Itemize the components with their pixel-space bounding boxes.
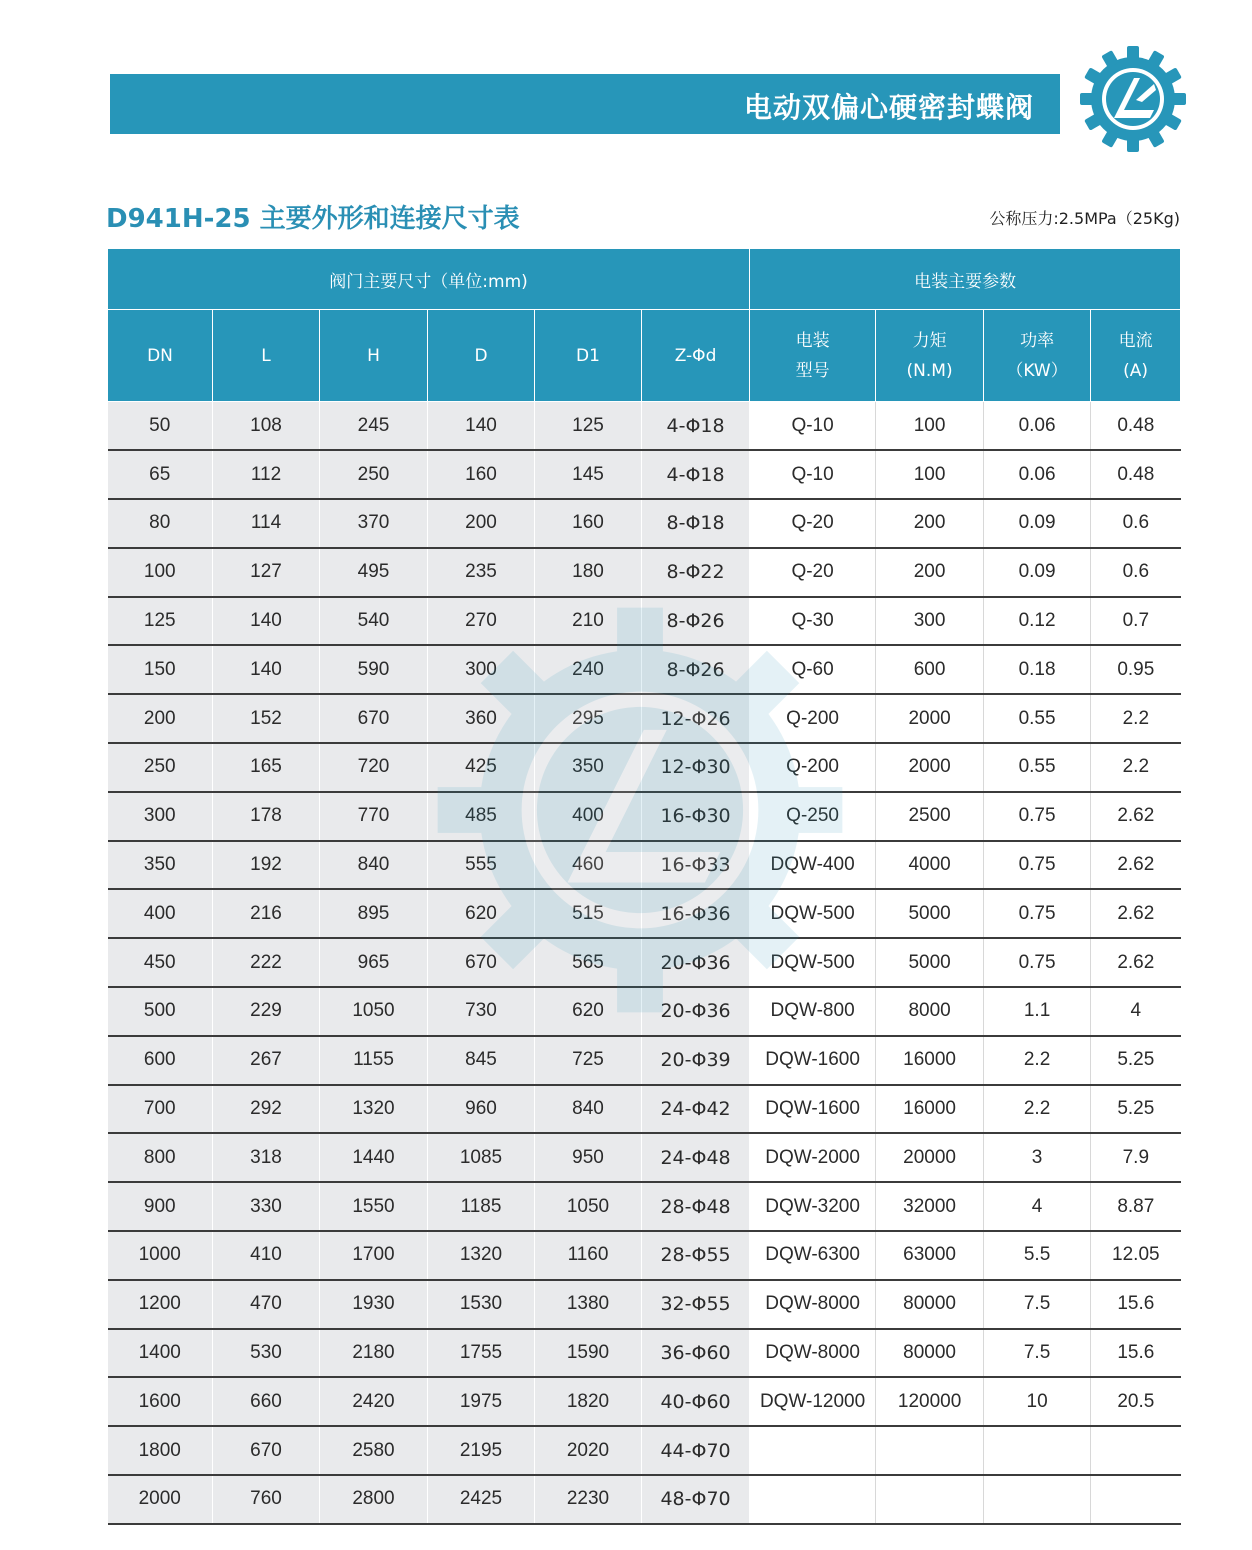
- cell-current: 12.05: [1091, 1231, 1181, 1280]
- cell-l: 192: [213, 841, 320, 890]
- col-current-line1: 电流: [1118, 330, 1153, 351]
- cell-model: Q-200: [750, 694, 876, 743]
- cell-torque: 300: [876, 597, 984, 646]
- cell-dn: 1000: [108, 1231, 213, 1280]
- cell-dn: 350: [108, 841, 213, 890]
- cell-d: 1530: [428, 1280, 535, 1329]
- cell-h: 2580: [320, 1426, 428, 1475]
- table-row: [108, 645, 1181, 694]
- col-power-line1: 功率: [1020, 330, 1055, 351]
- cell-l: 292: [213, 1085, 320, 1134]
- col-torque-line2: (N.M): [906, 360, 953, 381]
- cell-power: 0.06: [984, 450, 1091, 499]
- cell-current: 0.48: [1091, 450, 1181, 499]
- cell-model: Q-10: [750, 402, 876, 451]
- cell-d: 485: [428, 792, 535, 841]
- cell-dn: 1800: [108, 1426, 213, 1475]
- cell-model: Q-10: [750, 450, 876, 499]
- cell-torque: 5000: [876, 938, 984, 987]
- cell-dn: 700: [108, 1085, 213, 1134]
- pressure-note: 公称压力:2.5MPa（25Kg): [989, 209, 1180, 228]
- cell-d: 270: [428, 597, 535, 646]
- cell-h: 1155: [320, 1036, 428, 1085]
- table-row: [108, 1085, 1181, 1134]
- cell-dn: 400: [108, 889, 213, 938]
- cell-d: 960: [428, 1085, 535, 1134]
- cell-dn: 2000: [108, 1475, 213, 1524]
- cell-power: 7.5: [984, 1329, 1091, 1378]
- cell-d1: 620: [535, 987, 642, 1036]
- cell-torque: 32000: [876, 1182, 984, 1231]
- table-row: [108, 889, 1181, 938]
- cell-d1: 1050: [535, 1182, 642, 1231]
- cell-h: 840: [320, 841, 428, 890]
- cell-dn: 600: [108, 1036, 213, 1085]
- cell-power: 2.2: [984, 1036, 1091, 1085]
- cell-torque: 2500: [876, 792, 984, 841]
- cell-torque: 63000: [876, 1231, 984, 1280]
- table-row: [108, 694, 1181, 743]
- cell-h: 1440: [320, 1133, 428, 1182]
- cell-current: 15.6: [1091, 1280, 1181, 1329]
- table-row: [108, 1231, 1181, 1280]
- cell-h: 370: [320, 499, 428, 548]
- cell-h: 1550: [320, 1182, 428, 1231]
- cell-d1: 350: [535, 743, 642, 792]
- cell-power: 1.1: [984, 987, 1091, 1036]
- cell-power: 5.5: [984, 1231, 1091, 1280]
- cell-torque: [876, 1426, 984, 1475]
- cell-model: Q-20: [750, 548, 876, 597]
- cell-l: 530: [213, 1329, 320, 1378]
- cell-z-phi-d: 28-Φ48: [642, 1182, 750, 1231]
- cell-model: [750, 1426, 876, 1475]
- cell-torque: 16000: [876, 1036, 984, 1085]
- cell-current: 2.62: [1091, 889, 1181, 938]
- cell-d1: 565: [535, 938, 642, 987]
- col-h: H: [320, 310, 428, 402]
- cell-current: 8.87: [1091, 1182, 1181, 1231]
- cell-power: 0.55: [984, 743, 1091, 792]
- cell-model: DQW-8000: [750, 1280, 876, 1329]
- cell-model: Q-60: [750, 645, 876, 694]
- cell-d: 360: [428, 694, 535, 743]
- table-row: [108, 1377, 1181, 1426]
- cell-current: 4: [1091, 987, 1181, 1036]
- cell-l: 410: [213, 1231, 320, 1280]
- page-title: 电动双偏心硬密封蝶阀: [743, 91, 1034, 124]
- cell-power: [984, 1426, 1091, 1475]
- cell-model: DQW-1600: [750, 1085, 876, 1134]
- cell-z-phi-d: 16-Φ36: [642, 889, 750, 938]
- cell-power: 0.75: [984, 841, 1091, 890]
- cell-power: 0.18: [984, 645, 1091, 694]
- cell-power: 0.55: [984, 694, 1091, 743]
- table-row: [108, 1133, 1181, 1182]
- table-row: [108, 938, 1181, 987]
- cell-model: DQW-500: [750, 938, 876, 987]
- cell-d1: 2230: [535, 1475, 642, 1524]
- group-header-valve: 阀门主要尺寸（单位:mm): [108, 249, 750, 310]
- cell-d1: 515: [535, 889, 642, 938]
- cell-z-phi-d: 48-Φ70: [642, 1475, 750, 1524]
- cell-d1: 145: [535, 450, 642, 499]
- cell-l: 140: [213, 645, 320, 694]
- cell-dn: 200: [108, 694, 213, 743]
- cell-power: [984, 1475, 1091, 1524]
- cell-d: 1185: [428, 1182, 535, 1231]
- cell-torque: 100: [876, 402, 984, 451]
- cell-model: Q-30: [750, 597, 876, 646]
- cell-h: 965: [320, 938, 428, 987]
- cell-model: DQW-500: [750, 889, 876, 938]
- cell-torque: 4000: [876, 841, 984, 890]
- table-row: [108, 1426, 1181, 1475]
- cell-d1: 1160: [535, 1231, 642, 1280]
- cell-l: 670: [213, 1426, 320, 1475]
- cell-l: 267: [213, 1036, 320, 1085]
- table-row: [108, 499, 1181, 548]
- cell-current: 5.25: [1091, 1085, 1181, 1134]
- cell-z-phi-d: 28-Φ55: [642, 1231, 750, 1280]
- cell-power: 0.75: [984, 889, 1091, 938]
- table-row: [108, 450, 1181, 499]
- table-row: [108, 1475, 1181, 1524]
- col-power: [984, 310, 1091, 402]
- cell-l: 330: [213, 1182, 320, 1231]
- col-z-phi-d: Z-Φd: [642, 310, 750, 402]
- cell-dn: 500: [108, 987, 213, 1036]
- cell-d1: 400: [535, 792, 642, 841]
- cell-model: DQW-12000: [750, 1377, 876, 1426]
- cell-model: [750, 1475, 876, 1524]
- cell-h: 250: [320, 450, 428, 499]
- table-row: [108, 743, 1181, 792]
- cell-d1: 1590: [535, 1329, 642, 1378]
- cell-torque: 16000: [876, 1085, 984, 1134]
- cell-torque: 200: [876, 499, 984, 548]
- cell-power: 7.5: [984, 1280, 1091, 1329]
- cell-torque: [876, 1475, 984, 1524]
- cell-l: 140: [213, 597, 320, 646]
- col-model-line2: 型号: [795, 360, 830, 381]
- table-row: [108, 987, 1181, 1036]
- cell-d: 845: [428, 1036, 535, 1085]
- cell-z-phi-d: 8-Φ26: [642, 597, 750, 646]
- cell-z-phi-d: 12-Φ26: [642, 694, 750, 743]
- col-model: [750, 310, 876, 402]
- table-row: [108, 1280, 1181, 1329]
- cell-power: 0.75: [984, 792, 1091, 841]
- table-row: [108, 1036, 1181, 1085]
- cell-d1: 725: [535, 1036, 642, 1085]
- cell-d: 670: [428, 938, 535, 987]
- cell-current: 2.62: [1091, 841, 1181, 890]
- cell-dn: 65: [108, 450, 213, 499]
- cell-power: 0.09: [984, 548, 1091, 597]
- cell-current: 15.6: [1091, 1329, 1181, 1378]
- cell-l: 318: [213, 1133, 320, 1182]
- cell-z-phi-d: 16-Φ33: [642, 841, 750, 890]
- cell-h: 1700: [320, 1231, 428, 1280]
- cell-z-phi-d: 4-Φ18: [642, 450, 750, 499]
- col-l: L: [213, 310, 320, 402]
- cell-dn: 100: [108, 548, 213, 597]
- cell-l: 127: [213, 548, 320, 597]
- cell-model: Q-200: [750, 743, 876, 792]
- cell-z-phi-d: 12-Φ30: [642, 743, 750, 792]
- col-d1: D1: [535, 310, 642, 402]
- cell-l: 470: [213, 1280, 320, 1329]
- cell-h: 670: [320, 694, 428, 743]
- cell-dn: 50: [108, 402, 213, 451]
- cell-dn: 250: [108, 743, 213, 792]
- cell-d: 1975: [428, 1377, 535, 1426]
- cell-torque: 2000: [876, 743, 984, 792]
- cell-h: 895: [320, 889, 428, 938]
- cell-torque: 2000: [876, 694, 984, 743]
- cell-model: DQW-800: [750, 987, 876, 1036]
- table-row: [108, 792, 1181, 841]
- cell-h: 1320: [320, 1085, 428, 1134]
- cell-power: 0.09: [984, 499, 1091, 548]
- cell-l: 222: [213, 938, 320, 987]
- cell-l: 108: [213, 402, 320, 451]
- cell-current: 2.62: [1091, 938, 1181, 987]
- cell-torque: 20000: [876, 1133, 984, 1182]
- cell-d: 160: [428, 450, 535, 499]
- cell-dn: 1400: [108, 1329, 213, 1378]
- cell-d: 1085: [428, 1133, 535, 1182]
- company-logo: [1078, 44, 1188, 154]
- cell-dn: 1200: [108, 1280, 213, 1329]
- cell-model: DQW-2000: [750, 1133, 876, 1182]
- table-row: [108, 1182, 1181, 1231]
- cell-power: 0.75: [984, 938, 1091, 987]
- col-dn: DN: [108, 310, 213, 402]
- cell-dn: 150: [108, 645, 213, 694]
- cell-h: 770: [320, 792, 428, 841]
- cell-l: 229: [213, 987, 320, 1036]
- cell-torque: 120000: [876, 1377, 984, 1426]
- cell-torque: 8000: [876, 987, 984, 1036]
- cell-l: 178: [213, 792, 320, 841]
- cell-h: 2420: [320, 1377, 428, 1426]
- table-title: D941H-25 主要外形和连接尺寸表: [106, 204, 520, 234]
- cell-l: 660: [213, 1377, 320, 1426]
- cell-z-phi-d: 24-Φ48: [642, 1133, 750, 1182]
- cell-z-phi-d: 8-Φ18: [642, 499, 750, 548]
- cell-model: DQW-400: [750, 841, 876, 890]
- cell-d: 1755: [428, 1329, 535, 1378]
- col-torque: [876, 310, 984, 402]
- table-row: [108, 1329, 1181, 1378]
- cell-d1: 210: [535, 597, 642, 646]
- cell-z-phi-d: 20-Φ36: [642, 938, 750, 987]
- cell-dn: 800: [108, 1133, 213, 1182]
- cell-torque: 100: [876, 450, 984, 499]
- cell-d1: 950: [535, 1133, 642, 1182]
- cell-current: 0.48: [1091, 402, 1181, 451]
- cell-z-phi-d: 32-Φ55: [642, 1280, 750, 1329]
- col-model-line1: 电装: [795, 330, 830, 351]
- cell-h: 720: [320, 743, 428, 792]
- cell-d: 1320: [428, 1231, 535, 1280]
- cell-current: 2.62: [1091, 792, 1181, 841]
- col-d: D: [428, 310, 535, 402]
- cell-torque: 5000: [876, 889, 984, 938]
- cell-d1: 1820: [535, 1377, 642, 1426]
- cell-current: 0.6: [1091, 548, 1181, 597]
- cell-model: Q-250: [750, 792, 876, 841]
- cell-d1: 2020: [535, 1426, 642, 1475]
- cell-z-phi-d: 36-Φ60: [642, 1329, 750, 1378]
- cell-model: DQW-6300: [750, 1231, 876, 1280]
- cell-model: Q-20: [750, 499, 876, 548]
- cell-h: 1930: [320, 1280, 428, 1329]
- cell-dn: 300: [108, 792, 213, 841]
- dimension-table: [107, 248, 1181, 1525]
- cell-current: 2.2: [1091, 743, 1181, 792]
- cell-z-phi-d: 24-Φ42: [642, 1085, 750, 1134]
- cell-z-phi-d: 20-Φ36: [642, 987, 750, 1036]
- cell-h: 1050: [320, 987, 428, 1036]
- cell-model: DQW-8000: [750, 1329, 876, 1378]
- cell-current: 20.5: [1091, 1377, 1181, 1426]
- cell-d1: 1380: [535, 1280, 642, 1329]
- cell-model: DQW-3200: [750, 1182, 876, 1231]
- cell-h: 540: [320, 597, 428, 646]
- cell-current: 7.9: [1091, 1133, 1181, 1182]
- col-power-line2: （KW）: [1006, 360, 1068, 381]
- cell-z-phi-d: 16-Φ30: [642, 792, 750, 841]
- col-current: [1091, 310, 1181, 402]
- cell-power: 10: [984, 1377, 1091, 1426]
- cell-l: 165: [213, 743, 320, 792]
- cell-torque: 600: [876, 645, 984, 694]
- cell-torque: 80000: [876, 1329, 984, 1378]
- cell-current: 5.25: [1091, 1036, 1181, 1085]
- table-body: [108, 402, 1181, 1524]
- cell-d1: 460: [535, 841, 642, 890]
- cell-l: 216: [213, 889, 320, 938]
- cell-current: [1091, 1426, 1181, 1475]
- cell-power: 0.06: [984, 402, 1091, 451]
- cell-h: 2800: [320, 1475, 428, 1524]
- cell-d: 2425: [428, 1475, 535, 1524]
- cell-z-phi-d: 8-Φ26: [642, 645, 750, 694]
- cell-l: 760: [213, 1475, 320, 1524]
- cell-dn: 80: [108, 499, 213, 548]
- cell-d1: 180: [535, 548, 642, 597]
- cell-d1: 240: [535, 645, 642, 694]
- cell-dn: 450: [108, 938, 213, 987]
- cell-d1: 125: [535, 402, 642, 451]
- cell-power: 2.2: [984, 1085, 1091, 1134]
- cell-h: 245: [320, 402, 428, 451]
- header-banner: [110, 74, 1060, 134]
- cell-d1: 295: [535, 694, 642, 743]
- cell-z-phi-d: 4-Φ18: [642, 402, 750, 451]
- cell-d: 200: [428, 499, 535, 548]
- cell-model: DQW-1600: [750, 1036, 876, 1085]
- table-row: [108, 841, 1181, 890]
- cell-current: [1091, 1475, 1181, 1524]
- table-row: [108, 597, 1181, 646]
- cell-power: 4: [984, 1182, 1091, 1231]
- cell-h: 495: [320, 548, 428, 597]
- table-row: [108, 548, 1181, 597]
- cell-torque: 200: [876, 548, 984, 597]
- cell-d: 555: [428, 841, 535, 890]
- cell-dn: 900: [108, 1182, 213, 1231]
- cell-current: 0.7: [1091, 597, 1181, 646]
- cell-current: 0.6: [1091, 499, 1181, 548]
- table-row: [108, 402, 1181, 451]
- cell-l: 114: [213, 499, 320, 548]
- cell-d: 140: [428, 402, 535, 451]
- cell-h: 590: [320, 645, 428, 694]
- cell-d1: 160: [535, 499, 642, 548]
- cell-power: 3: [984, 1133, 1091, 1182]
- cell-d: 620: [428, 889, 535, 938]
- cell-z-phi-d: 40-Φ60: [642, 1377, 750, 1426]
- col-torque-line1: 力矩: [912, 330, 947, 351]
- cell-d: 2195: [428, 1426, 535, 1475]
- cell-l: 152: [213, 694, 320, 743]
- cell-dn: 1600: [108, 1377, 213, 1426]
- group-header-actuator: 电装主要参数: [750, 249, 1181, 310]
- cell-d: 235: [428, 548, 535, 597]
- cell-d1: 840: [535, 1085, 642, 1134]
- cell-l: 112: [213, 450, 320, 499]
- cell-d: 425: [428, 743, 535, 792]
- cell-z-phi-d: 44-Φ70: [642, 1426, 750, 1475]
- cell-z-phi-d: 20-Φ39: [642, 1036, 750, 1085]
- cell-current: 0.95: [1091, 645, 1181, 694]
- cell-torque: 80000: [876, 1280, 984, 1329]
- cell-d: 300: [428, 645, 535, 694]
- col-current-line2: (A): [1123, 360, 1149, 381]
- cell-h: 2180: [320, 1329, 428, 1378]
- cell-d: 730: [428, 987, 535, 1036]
- cell-power: 0.12: [984, 597, 1091, 646]
- cell-z-phi-d: 8-Φ22: [642, 548, 750, 597]
- cell-dn: 125: [108, 597, 213, 646]
- cell-current: 2.2: [1091, 694, 1181, 743]
